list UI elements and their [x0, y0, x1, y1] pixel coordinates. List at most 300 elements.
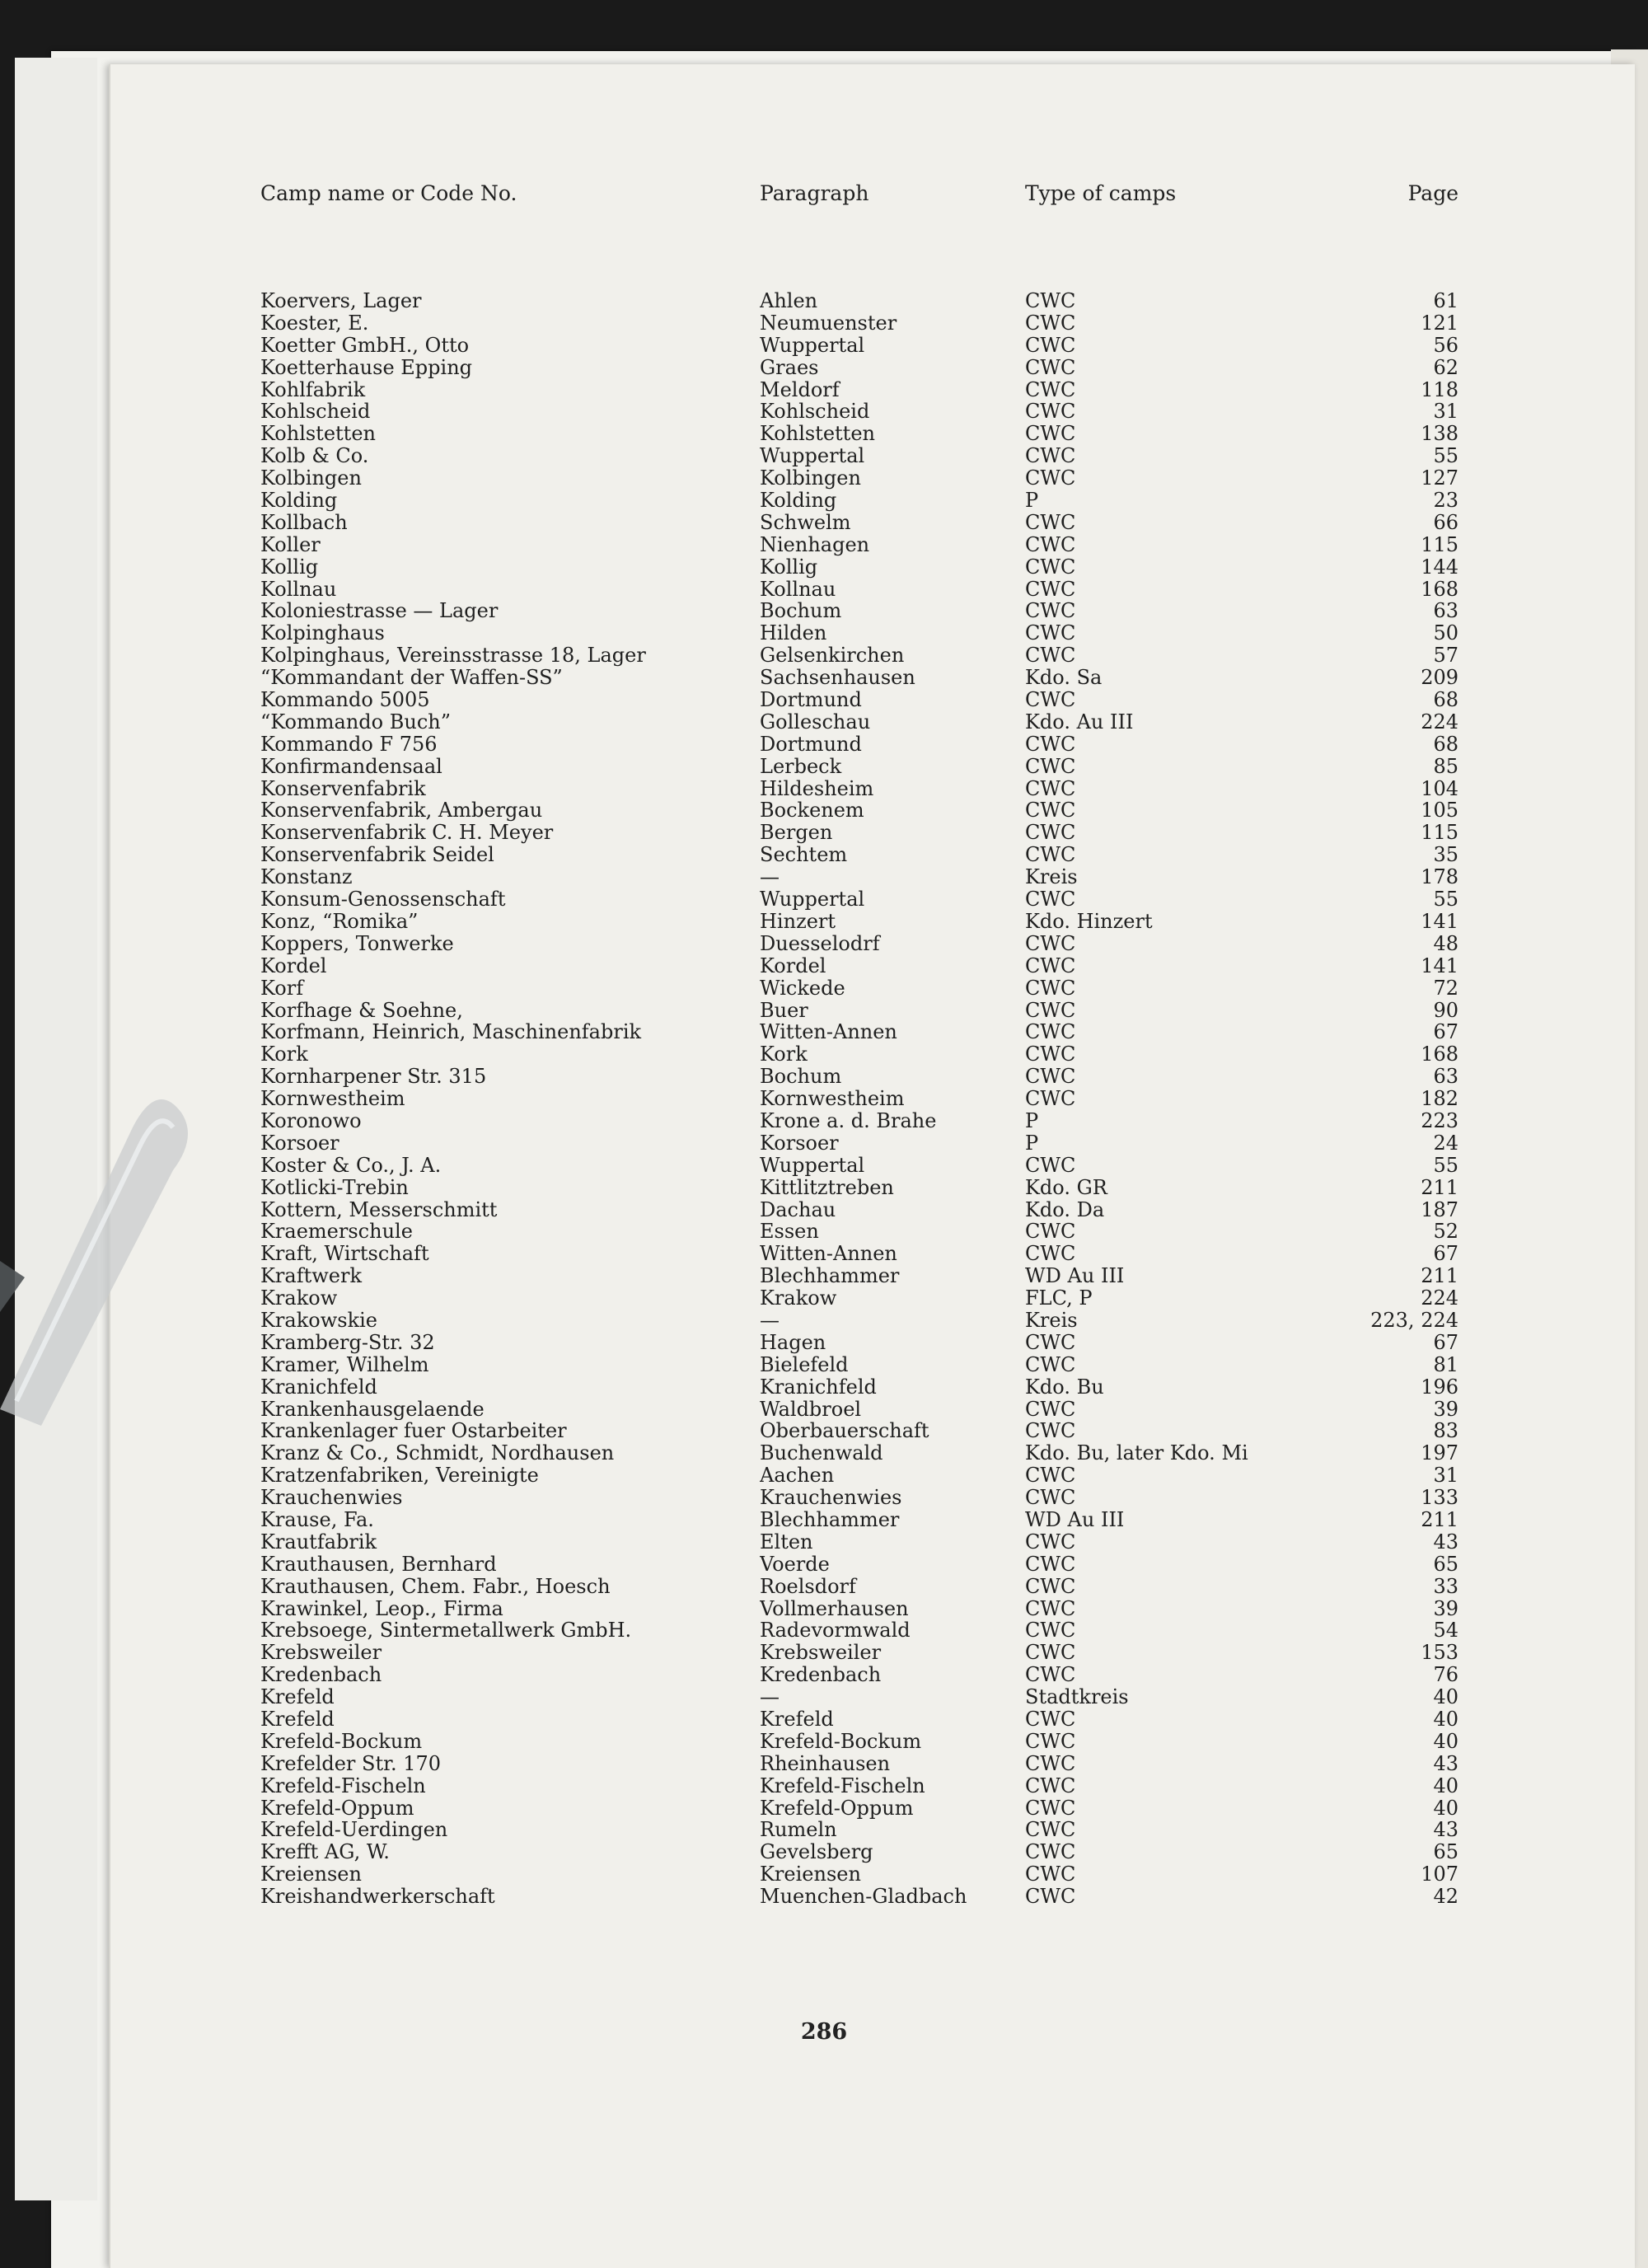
- cell-type: CWC: [1025, 1619, 1076, 1642]
- cell-page: 209: [1421, 667, 1458, 690]
- table-row: [260, 534, 1458, 556]
- cell-type: CWC: [1025, 777, 1076, 800]
- cell-camp-name: Konfirmandensaal: [260, 755, 442, 778]
- cell-camp-name: Kranichfeld: [260, 1375, 377, 1399]
- cell-camp-name: Kohlfabrik: [260, 378, 366, 401]
- cell-paragraph: Kohlscheid: [760, 401, 870, 424]
- cell-page: 211: [1421, 1176, 1458, 1199]
- cell-type: P: [1025, 490, 1039, 512]
- cell-paragraph: Kork: [760, 1043, 808, 1066]
- cell-type: CWC: [1025, 1752, 1076, 1775]
- table-row: [260, 844, 1458, 866]
- cell-type: CWC: [1025, 1243, 1076, 1266]
- cell-type: CWC: [1025, 755, 1076, 778]
- cell-camp-name: Kollig: [260, 555, 319, 579]
- cell-type: Kdo. GR: [1025, 1176, 1107, 1199]
- cell-camp-name: “Kommando Buch”: [260, 710, 451, 733]
- cell-page: 40: [1433, 1708, 1458, 1731]
- cell-camp-name: Kratzenfabriken, Vereinigte: [260, 1464, 539, 1488]
- table-row: [260, 1841, 1458, 1863]
- cell-paragraph: Gelsenkirchen: [760, 644, 905, 668]
- cell-type: WD Au III: [1025, 1265, 1125, 1288]
- cell-type: CWC: [1025, 290, 1076, 312]
- cell-page: 55: [1433, 888, 1458, 911]
- table-row: [260, 977, 1458, 1000]
- cell-page: 72: [1433, 977, 1458, 1000]
- cell-page: 61: [1433, 290, 1458, 312]
- cell-paragraph: Lerbeck: [760, 755, 842, 778]
- table-row: [260, 778, 1458, 800]
- cell-paragraph: Sachsenhausen: [760, 667, 915, 690]
- cell-paragraph: Graes: [760, 356, 819, 379]
- cell-paragraph: Elten: [760, 1530, 813, 1553]
- cell-page: 52: [1433, 1221, 1458, 1244]
- cell-camp-name: Konservenfabrik: [260, 777, 426, 800]
- cell-type: CWC: [1025, 600, 1076, 623]
- cell-camp-name: Kordel: [260, 954, 327, 977]
- cell-paragraph: Kohlstetten: [760, 423, 875, 446]
- table-row: [260, 1686, 1458, 1708]
- cell-paragraph: Dortmund: [760, 689, 862, 711]
- cell-camp-name: Koronowo: [260, 1109, 362, 1132]
- table-row: [260, 1243, 1458, 1265]
- cell-page: 115: [1421, 822, 1458, 845]
- cell-camp-name: Krakowskie: [260, 1309, 377, 1332]
- cell-paragraph: Essen: [760, 1221, 819, 1244]
- cell-page: 54: [1433, 1619, 1458, 1642]
- cell-type: CWC: [1025, 533, 1076, 556]
- cell-camp-name: Kolb & Co.: [260, 445, 369, 468]
- cell-camp-name: Koervers, Lager: [260, 290, 422, 312]
- cell-page: 83: [1433, 1420, 1458, 1443]
- cell-page: 40: [1433, 1730, 1458, 1753]
- underlying-page-edge: [15, 58, 97, 2200]
- table-row: [260, 1576, 1458, 1598]
- cell-page: 81: [1433, 1353, 1458, 1376]
- cell-paragraph: Aachen: [760, 1464, 835, 1488]
- cell-paragraph: Kittlitztreben: [760, 1176, 894, 1199]
- cell-page: 223: [1421, 1109, 1458, 1132]
- cell-paragraph: Wuppertal: [760, 334, 865, 357]
- table-row: [260, 866, 1458, 888]
- table-row: [260, 1221, 1458, 1243]
- cell-type: CWC: [1025, 1708, 1076, 1731]
- cell-page: 39: [1433, 1398, 1458, 1421]
- cell-type: Kreis: [1025, 866, 1078, 889]
- cell-paragraph: Bielefeld: [760, 1353, 849, 1376]
- cell-camp-name: Krefeld-Oppum: [260, 1797, 414, 1820]
- cell-type: CWC: [1025, 1597, 1076, 1620]
- table-row: [260, 290, 1458, 312]
- cell-type: CWC: [1025, 954, 1076, 977]
- cell-camp-name: Kolpinghaus: [260, 622, 385, 645]
- cell-paragraph: Krefeld-Bockum: [760, 1730, 922, 1753]
- table-row: [260, 1819, 1458, 1841]
- cell-camp-name: Kreiensen: [260, 1863, 362, 1886]
- cell-paragraph: Krebsweiler: [760, 1642, 882, 1665]
- cell-page: 133: [1421, 1487, 1458, 1509]
- cell-page: 43: [1433, 1752, 1458, 1775]
- cell-type: CWC: [1025, 1353, 1076, 1376]
- cell-camp-name: Krefeld-Fischeln: [260, 1774, 426, 1797]
- cell-page: 187: [1421, 1198, 1458, 1221]
- cell-paragraph: Rheinhausen: [760, 1752, 891, 1775]
- header-page: Page: [1407, 181, 1458, 205]
- cell-camp-name: Krefeld: [260, 1708, 335, 1731]
- cell-paragraph: Hinzert: [760, 910, 836, 933]
- cell-page: 211: [1421, 1508, 1458, 1531]
- cell-paragraph: —: [760, 1309, 780, 1332]
- cell-camp-name: Kraft, Wirtschaft: [260, 1243, 429, 1266]
- cell-camp-name: Krefft AG, W.: [260, 1841, 390, 1864]
- cell-type: Stadtkreis: [1025, 1686, 1129, 1708]
- cell-paragraph: Blechhammer: [760, 1265, 900, 1288]
- cell-camp-name: Kohlscheid: [260, 401, 371, 424]
- cell-page: 211: [1421, 1265, 1458, 1288]
- cell-page: 65: [1433, 1841, 1458, 1864]
- cell-page: 168: [1421, 578, 1458, 601]
- cell-camp-name: Kohlstetten: [260, 423, 376, 446]
- cell-paragraph: —: [760, 1686, 780, 1708]
- table-row: [260, 1708, 1458, 1731]
- cell-camp-name: Krakow: [260, 1287, 338, 1310]
- cell-type: CWC: [1025, 1021, 1076, 1044]
- cell-page: 39: [1433, 1597, 1458, 1620]
- cell-type: CWC: [1025, 822, 1076, 845]
- cell-type: CWC: [1025, 1066, 1076, 1089]
- cell-paragraph: Bergen: [760, 822, 833, 845]
- cell-page: 118: [1421, 378, 1458, 401]
- table-row: [260, 1043, 1458, 1066]
- cell-type: CWC: [1025, 1043, 1076, 1066]
- cell-paragraph: Witten-Annen: [760, 1243, 897, 1266]
- cell-page: 224: [1421, 710, 1458, 733]
- cell-page: 90: [1433, 999, 1458, 1022]
- page-number: 286: [800, 2019, 848, 2045]
- cell-camp-name: Kramer, Wilhelm: [260, 1353, 429, 1376]
- cell-page: 107: [1421, 1863, 1458, 1886]
- cell-paragraph: Bochum: [760, 1066, 842, 1089]
- cell-page: 24: [1433, 1132, 1458, 1155]
- table-row: [260, 467, 1458, 490]
- cell-paragraph: Duesselodrf: [760, 932, 880, 955]
- cell-camp-name: Kranz & Co., Schmidt, Nordhausen: [260, 1442, 615, 1465]
- table-row: [260, 1066, 1458, 1088]
- cell-page: 105: [1421, 799, 1458, 822]
- index-table: [260, 181, 1458, 1908]
- cell-type: CWC: [1025, 1154, 1076, 1177]
- cell-type: CWC: [1025, 733, 1076, 756]
- table-row: [260, 1753, 1458, 1775]
- cell-camp-name: Kollnau: [260, 578, 337, 601]
- cell-page: 76: [1433, 1664, 1458, 1687]
- cell-page: 68: [1433, 733, 1458, 756]
- cell-paragraph: Neumuenster: [760, 312, 897, 335]
- cell-page: 224: [1421, 1287, 1458, 1310]
- table-row: [260, 1797, 1458, 1820]
- cell-paragraph: Krone a. d. Brahe: [760, 1109, 937, 1132]
- cell-paragraph: Kreiensen: [760, 1863, 861, 1886]
- cell-page: 67: [1433, 1331, 1458, 1354]
- cell-page: 141: [1421, 954, 1458, 977]
- cell-camp-name: Kraftwerk: [260, 1265, 362, 1288]
- cell-camp-name: Kramberg-Str. 32: [260, 1331, 435, 1354]
- cell-page: 40: [1433, 1686, 1458, 1708]
- cell-page: 67: [1433, 1243, 1458, 1266]
- cell-camp-name: “Kommandant der Waffen-SS”: [260, 667, 563, 690]
- cell-camp-name: Krauthausen, Chem. Fabr., Hoesch: [260, 1575, 611, 1598]
- cell-type: CWC: [1025, 1221, 1076, 1244]
- cell-page: 66: [1433, 511, 1458, 534]
- cell-page: 63: [1433, 1066, 1458, 1089]
- table-row: [260, 1354, 1458, 1376]
- cell-type: CWC: [1025, 1464, 1076, 1488]
- table-row: [260, 689, 1458, 711]
- cell-camp-name: Krankenhausgelaende: [260, 1398, 485, 1421]
- cell-type: CWC: [1025, 1487, 1076, 1509]
- table-header: [260, 181, 1458, 214]
- cell-camp-name: Korfhage & Soehne,: [260, 999, 463, 1022]
- table-row: [260, 1376, 1458, 1399]
- cell-type: Kreis: [1025, 1309, 1078, 1332]
- cell-type: CWC: [1025, 1088, 1076, 1110]
- cell-page: 63: [1433, 600, 1458, 623]
- table-row: [260, 423, 1458, 445]
- table-row: [260, 1619, 1458, 1642]
- cell-paragraph: Gevelsberg: [760, 1841, 873, 1864]
- table-row: [260, 1021, 1458, 1043]
- cell-paragraph: Radevormwald: [760, 1619, 911, 1642]
- table-row: [260, 1731, 1458, 1753]
- cell-paragraph: Buchenwald: [760, 1442, 883, 1465]
- cell-type: CWC: [1025, 1664, 1076, 1687]
- cell-page: 182: [1421, 1088, 1458, 1110]
- cell-paragraph: Dortmund: [760, 733, 862, 756]
- cell-paragraph: Oberbauerschaft: [760, 1420, 929, 1443]
- cell-page: 138: [1421, 423, 1458, 446]
- cell-page: 178: [1421, 866, 1458, 889]
- cell-page: 43: [1433, 1530, 1458, 1553]
- table-row: [260, 357, 1458, 379]
- cell-page: 56: [1433, 334, 1458, 357]
- cell-type: Kdo. Au III: [1025, 710, 1134, 733]
- cell-camp-name: Konservenfabrik Seidel: [260, 844, 494, 867]
- cell-type: CWC: [1025, 1841, 1076, 1864]
- cell-camp-name: Kolpinghaus, Vereinsstrasse 18, Lager: [260, 644, 646, 668]
- cell-camp-name: Konstanz: [260, 866, 353, 889]
- cell-type: Kdo. Hinzert: [1025, 910, 1153, 933]
- table-row: [260, 933, 1458, 955]
- cell-type: CWC: [1025, 1420, 1076, 1443]
- cell-page: 31: [1433, 401, 1458, 424]
- cell-camp-name: Koppers, Tonwerke: [260, 932, 454, 955]
- cell-type: CWC: [1025, 1863, 1076, 1886]
- cell-page: 35: [1433, 844, 1458, 867]
- cell-type: P: [1025, 1109, 1039, 1132]
- table-row: [260, 1886, 1458, 1908]
- cell-type: CWC: [1025, 1331, 1076, 1354]
- cell-page: 23: [1433, 490, 1458, 512]
- cell-paragraph: Meldorf: [760, 378, 840, 401]
- cell-type: CWC: [1025, 1398, 1076, 1421]
- cell-page: 40: [1433, 1774, 1458, 1797]
- cell-type: Kdo. Bu, later Kdo. Mi: [1025, 1442, 1248, 1465]
- cell-paragraph: Golleschau: [760, 710, 871, 733]
- cell-camp-name: Krause, Fa.: [260, 1508, 374, 1531]
- table-row: [260, 1110, 1458, 1132]
- table-row: [260, 1553, 1458, 1576]
- cell-type: CWC: [1025, 334, 1076, 357]
- cell-paragraph: Bochum: [760, 600, 842, 623]
- cell-page: 57: [1433, 644, 1458, 668]
- cell-type: CWC: [1025, 356, 1076, 379]
- cell-type: CWC: [1025, 1575, 1076, 1598]
- cell-page: 31: [1433, 1464, 1458, 1488]
- cell-camp-name: Konservenfabrik C. H. Meyer: [260, 822, 554, 845]
- cell-type: CWC: [1025, 467, 1076, 490]
- cell-type: CWC: [1025, 1642, 1076, 1665]
- table-row: [260, 1487, 1458, 1509]
- cell-type: CWC: [1025, 888, 1076, 911]
- cell-page: 196: [1421, 1375, 1458, 1399]
- cell-paragraph: Krefeld: [760, 1708, 834, 1731]
- table-row: [260, 1442, 1458, 1464]
- cell-paragraph: Kranichfeld: [760, 1375, 877, 1399]
- header-paragraph: Paragraph: [760, 181, 869, 205]
- table-row: [260, 379, 1458, 401]
- cell-paragraph: Buer: [760, 999, 808, 1022]
- cell-type: CWC: [1025, 511, 1076, 534]
- cell-type: CWC: [1025, 1797, 1076, 1820]
- cell-paragraph: Bockenem: [760, 799, 864, 822]
- cell-paragraph: Krefeld-Oppum: [760, 1797, 914, 1820]
- table-row: [260, 312, 1458, 335]
- cell-type: CWC: [1025, 689, 1076, 711]
- cell-paragraph: Witten-Annen: [760, 1021, 897, 1044]
- table-row: [260, 1088, 1458, 1110]
- table-row: [260, 799, 1458, 822]
- cell-camp-name: Krankenlager fuer Ostarbeiter: [260, 1420, 567, 1443]
- cell-paragraph: Hagen: [760, 1331, 826, 1354]
- cell-camp-name: Krauchenwies: [260, 1487, 403, 1509]
- cell-paragraph: Wuppertal: [760, 888, 865, 911]
- cell-paragraph: Hildesheim: [760, 777, 874, 800]
- table-row: [260, 733, 1458, 756]
- cell-camp-name: Koetter GmbH., Otto: [260, 334, 470, 357]
- table-row: [260, 1863, 1458, 1886]
- table-row: [260, 1332, 1458, 1354]
- cell-type: CWC: [1025, 555, 1076, 579]
- cell-type: CWC: [1025, 1774, 1076, 1797]
- table-row: [260, 1399, 1458, 1421]
- cell-page: 168: [1421, 1043, 1458, 1066]
- cell-camp-name: Krautfabrik: [260, 1530, 377, 1553]
- cell-page: 223, 224: [1370, 1309, 1458, 1332]
- table-row: [260, 1155, 1458, 1177]
- cell-paragraph: Ahlen: [760, 290, 818, 312]
- table-row: [260, 579, 1458, 601]
- cell-paragraph: Voerde: [760, 1553, 830, 1576]
- table-row: [260, 622, 1458, 644]
- cell-page: 48: [1433, 932, 1458, 955]
- cell-camp-name: Koester, E.: [260, 312, 369, 335]
- cell-camp-name: Krefeld: [260, 1686, 335, 1708]
- cell-type: CWC: [1025, 401, 1076, 424]
- cell-page: 104: [1421, 777, 1458, 800]
- table-row: [260, 600, 1458, 622]
- cell-paragraph: Muenchen-Gladbach: [760, 1886, 967, 1909]
- cell-camp-name: Kolding: [260, 490, 338, 512]
- header-camp-name: Camp name or Code No.: [260, 181, 517, 205]
- cell-page: 50: [1433, 622, 1458, 645]
- cell-camp-name: Kraemerschule: [260, 1221, 413, 1244]
- cell-page: 65: [1433, 1553, 1458, 1576]
- cell-camp-name: Krawinkel, Leop., Firma: [260, 1597, 503, 1620]
- cell-camp-name: Kommando 5005: [260, 689, 430, 711]
- cell-page: 141: [1421, 910, 1458, 933]
- table-row: [260, 1287, 1458, 1310]
- cell-type: CWC: [1025, 578, 1076, 601]
- table-row: [260, 911, 1458, 933]
- cell-page: 121: [1421, 312, 1458, 335]
- table-body: [260, 290, 1458, 1908]
- table-row: [260, 1775, 1458, 1797]
- table-row: [260, 490, 1458, 512]
- table-row: [260, 756, 1458, 778]
- cell-type: CWC: [1025, 1530, 1076, 1553]
- cell-paragraph: Krauchenwies: [760, 1487, 902, 1509]
- table-row: [260, 1310, 1458, 1332]
- cell-type: CWC: [1025, 622, 1076, 645]
- cell-paragraph: Waldbroel: [760, 1398, 862, 1421]
- cell-page: 68: [1433, 689, 1458, 711]
- table-row: [260, 1531, 1458, 1553]
- cell-paragraph: Kolding: [760, 490, 837, 512]
- cell-paragraph: Krefeld-Fischeln: [760, 1774, 925, 1797]
- cell-camp-name: Korf: [260, 977, 304, 1000]
- cell-camp-name: Koloniestrasse — Lager: [260, 600, 499, 623]
- table-row: [260, 335, 1458, 357]
- table-row: [260, 1664, 1458, 1686]
- cell-paragraph: —: [760, 866, 780, 889]
- table-row: [260, 512, 1458, 534]
- cell-page: 62: [1433, 356, 1458, 379]
- cell-camp-name: Kredenbach: [260, 1664, 382, 1687]
- cell-paragraph: Sechtem: [760, 844, 848, 867]
- cell-type: CWC: [1025, 844, 1076, 867]
- cell-camp-name: Koller: [260, 533, 321, 556]
- cell-paragraph: Vollmerhausen: [760, 1597, 909, 1620]
- table-row: [260, 445, 1458, 467]
- cell-page: 42: [1433, 1886, 1458, 1909]
- table-row: [260, 955, 1458, 977]
- cell-type: CWC: [1025, 1553, 1076, 1576]
- cell-paragraph: Wuppertal: [760, 1154, 865, 1177]
- cell-camp-name: Konsum-Genossenschaft: [260, 888, 506, 911]
- cell-page: 85: [1433, 755, 1458, 778]
- cell-camp-name: Korsoer: [260, 1132, 339, 1155]
- cell-type: CWC: [1025, 644, 1076, 668]
- header-type: Type of camps: [1025, 181, 1177, 205]
- cell-paragraph: Kornwestheim: [760, 1088, 905, 1110]
- table-row: [260, 1464, 1458, 1487]
- cell-page: 43: [1433, 1819, 1458, 1842]
- table-row: [260, 667, 1458, 689]
- cell-camp-name: Kommando F 756: [260, 733, 438, 756]
- cell-paragraph: Hilden: [760, 622, 827, 645]
- cell-paragraph: Kordel: [760, 954, 826, 977]
- cell-type: Kdo. Da: [1025, 1198, 1105, 1221]
